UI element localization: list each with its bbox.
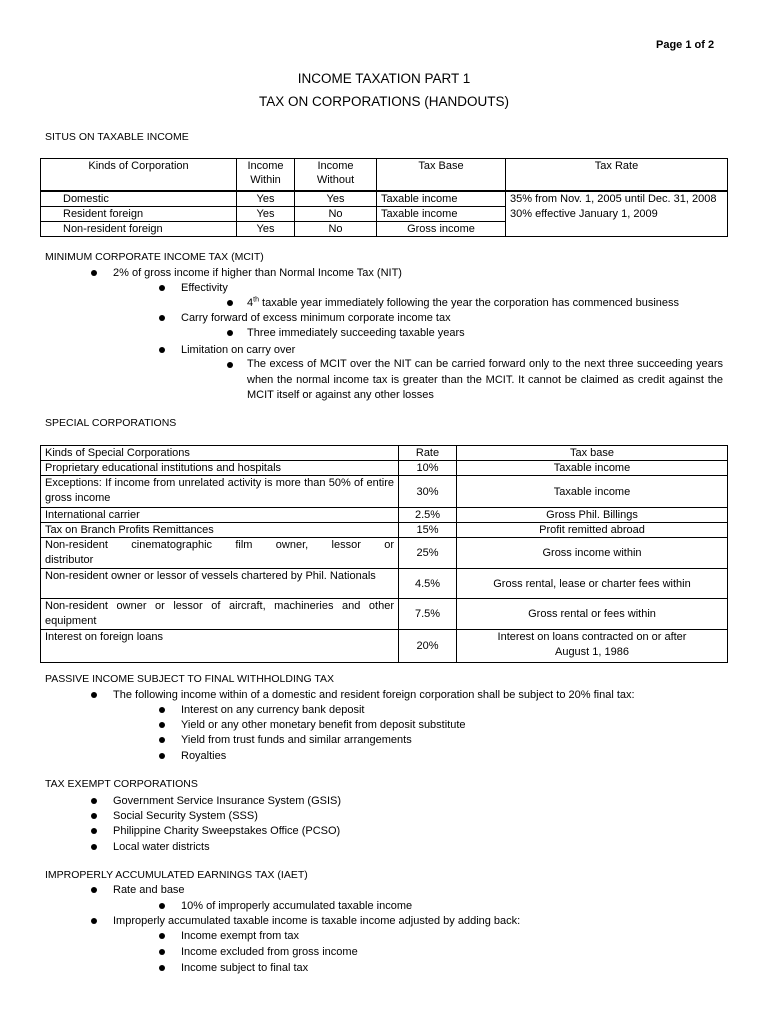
table-cell: 30%	[399, 476, 457, 508]
bullet-icon	[227, 330, 233, 336]
document-title: INCOME TAXATION PART 1	[297, 71, 471, 86]
table-cell: Gross rental or fees within	[457, 599, 728, 630]
list-item: The excess of MCIT over the NIT can be carried forward only to the next three succeeding years when the normal income tax is greater than the MCIT. It cannot be claimed as credit against the MCIT itself or against any other losses	[247, 358, 723, 401]
table-cell: Non-resident cinematographic film owner, lessor or distributor	[41, 538, 399, 569]
header-cell: Tax base	[457, 446, 728, 461]
bullet-icon	[159, 347, 165, 353]
bullet-icon	[91, 844, 97, 850]
list-item: 4th taxable year immediately following the year the corporation has commenced business	[247, 296, 680, 309]
header-cell: Kinds of Corporation	[41, 159, 237, 191]
bullet-icon	[227, 362, 233, 368]
table-cell: 20%	[399, 630, 457, 663]
table-cell: Gross rental, lease or charter fees within	[457, 569, 728, 599]
list-item: Three immediately succeeding taxable years	[247, 327, 465, 339]
table-cell: Non-resident foreign	[41, 221, 237, 236]
list-item: Social Security System (SSS)	[113, 810, 258, 822]
table-cell: Gross income	[377, 221, 506, 236]
header-cell: Rate	[399, 446, 457, 461]
situs-table	[40, 158, 728, 237]
bullet-icon	[159, 707, 165, 713]
header-cell: Kinds of Special Corporations	[41, 446, 399, 461]
table-cell: 15%	[399, 523, 457, 538]
table-cell: Yes	[295, 191, 377, 207]
list-item: 2% of gross income if higher than Normal Income Tax (NIT)	[113, 267, 402, 279]
bullet-icon	[159, 737, 165, 743]
bullet-icon	[91, 918, 97, 924]
list-item: Yield or any other monetary benefit from deposit substitute	[181, 719, 466, 731]
table-cell: No	[295, 221, 377, 236]
table-cell: Taxable income	[377, 191, 506, 207]
list-item: Rate and base	[113, 884, 185, 896]
bullet-icon	[159, 315, 165, 321]
list-item: 10% of improperly accumulated taxable income	[181, 900, 413, 912]
table-cell: 7.5%	[399, 599, 457, 630]
list-item: Carry forward of excess minimum corporate income tax	[181, 312, 451, 324]
bullet-icon	[159, 285, 165, 291]
header-cell: Tax Base	[377, 159, 506, 191]
bullet-icon	[159, 949, 165, 955]
table-cell: 4.5%	[399, 569, 457, 599]
table-cell: Yes	[237, 191, 295, 207]
list-item: Philippine Charity Sweepstakes Office (PCSO)	[113, 825, 341, 837]
table-cell: No	[295, 206, 377, 221]
section-heading-exempt: TAX EXEMPT CORPORATIONS	[45, 778, 198, 790]
table-cell: Exceptions: If income from unrelated activity is more than 50% of entire gross income	[41, 476, 399, 508]
table-cell: 25%	[399, 538, 457, 569]
table-cell: Domestic	[41, 191, 237, 207]
bullet-icon	[91, 813, 97, 819]
table-cell: 2.5%	[399, 508, 457, 523]
tax-rate-1: 35% from Nov. 1, 2005 until Dec. 31, 2008	[510, 192, 717, 205]
bullet-icon	[159, 722, 165, 728]
table-cell: Non-resident owner or lessor of aircraft, machineries and other equipment	[41, 599, 399, 630]
header-cell: Income Within	[237, 159, 295, 191]
table-cell: 10%	[399, 461, 457, 476]
list-item: Income subject to final tax	[181, 962, 309, 974]
table-cell: Tax on Branch Profits Remittances	[41, 523, 399, 538]
table-cell: Interest on foreign loans	[41, 630, 399, 663]
section-heading-mcit: MINIMUM CORPORATE INCOME TAX (MCIT)	[45, 251, 264, 263]
section-heading-situs: SITUS ON TAXABLE INCOME	[45, 131, 189, 143]
list-item: Interest on any currency bank deposit	[181, 704, 365, 716]
table-cell: Interest on loans contracted on or after August 1, 1986	[457, 630, 728, 663]
list-item: Government Service Insurance System (GSIS)	[113, 795, 342, 807]
table-cell: Non-resident owner or lessor of vessels chartered by Phil. Nationals	[41, 569, 399, 599]
list-item: Limitation on carry over	[181, 344, 296, 356]
table-cell: Taxable income	[377, 206, 506, 221]
bullet-icon	[91, 887, 97, 893]
table-cell: Profit remitted abroad	[457, 523, 728, 538]
table-cell: Yes	[237, 206, 295, 221]
bullet-icon	[159, 933, 165, 939]
document-subtitle: TAX ON CORPORATIONS (HANDOUTS)	[258, 94, 509, 109]
table-cell: Taxable income	[457, 461, 728, 476]
tax-rate-2: 30% effective January 1, 2009	[510, 207, 658, 220]
special-corporations-table	[40, 445, 728, 663]
table-cell: Taxable income	[457, 476, 728, 508]
bullet-icon	[159, 965, 165, 971]
list-item: The following income within of a domestic and resident foreign corporation shall be subject to 20% final tax:	[113, 689, 635, 701]
bullet-icon	[159, 903, 165, 909]
table-cell: Resident foreign	[41, 206, 237, 221]
table-cell: Gross income within	[457, 538, 728, 569]
bullet-icon	[91, 798, 97, 804]
bullet-icon	[227, 300, 233, 306]
bullet-icon	[91, 828, 97, 834]
header-cell: Tax Rate	[506, 159, 728, 191]
list-item: Income exempt from tax	[181, 930, 299, 942]
list-item: Royalties	[181, 750, 227, 762]
table-cell: International carrier	[41, 508, 399, 523]
table-cell: Gross Phil. Billings	[457, 508, 728, 523]
list-item: Effectivity	[181, 282, 228, 294]
table-cell: Proprietary educational institutions and hospitals	[41, 461, 399, 476]
table-cell: Yes	[237, 221, 295, 236]
header-cell: Income Without	[295, 159, 377, 191]
bullet-icon	[91, 692, 97, 698]
page-number: Page 1 of 2	[656, 39, 715, 51]
section-heading-special: SPECIAL CORPORATIONS	[45, 417, 177, 429]
list-item: Income excluded from gross income	[181, 946, 358, 958]
list-item: Yield from trust funds and similar arrangements	[181, 734, 412, 746]
section-heading-iaet: IMPROPERLY ACCUMULATED EARNINGS TAX (IAET)	[45, 869, 308, 881]
section-heading-passive: PASSIVE INCOME SUBJECT TO FINAL WITHHOLDING TAX	[45, 673, 334, 685]
bullet-icon	[91, 270, 97, 276]
list-item: Improperly accumulated taxable income is taxable income adjusted by adding back:	[113, 915, 521, 927]
list-item: Local water districts	[113, 841, 210, 853]
bullet-icon	[159, 753, 165, 759]
